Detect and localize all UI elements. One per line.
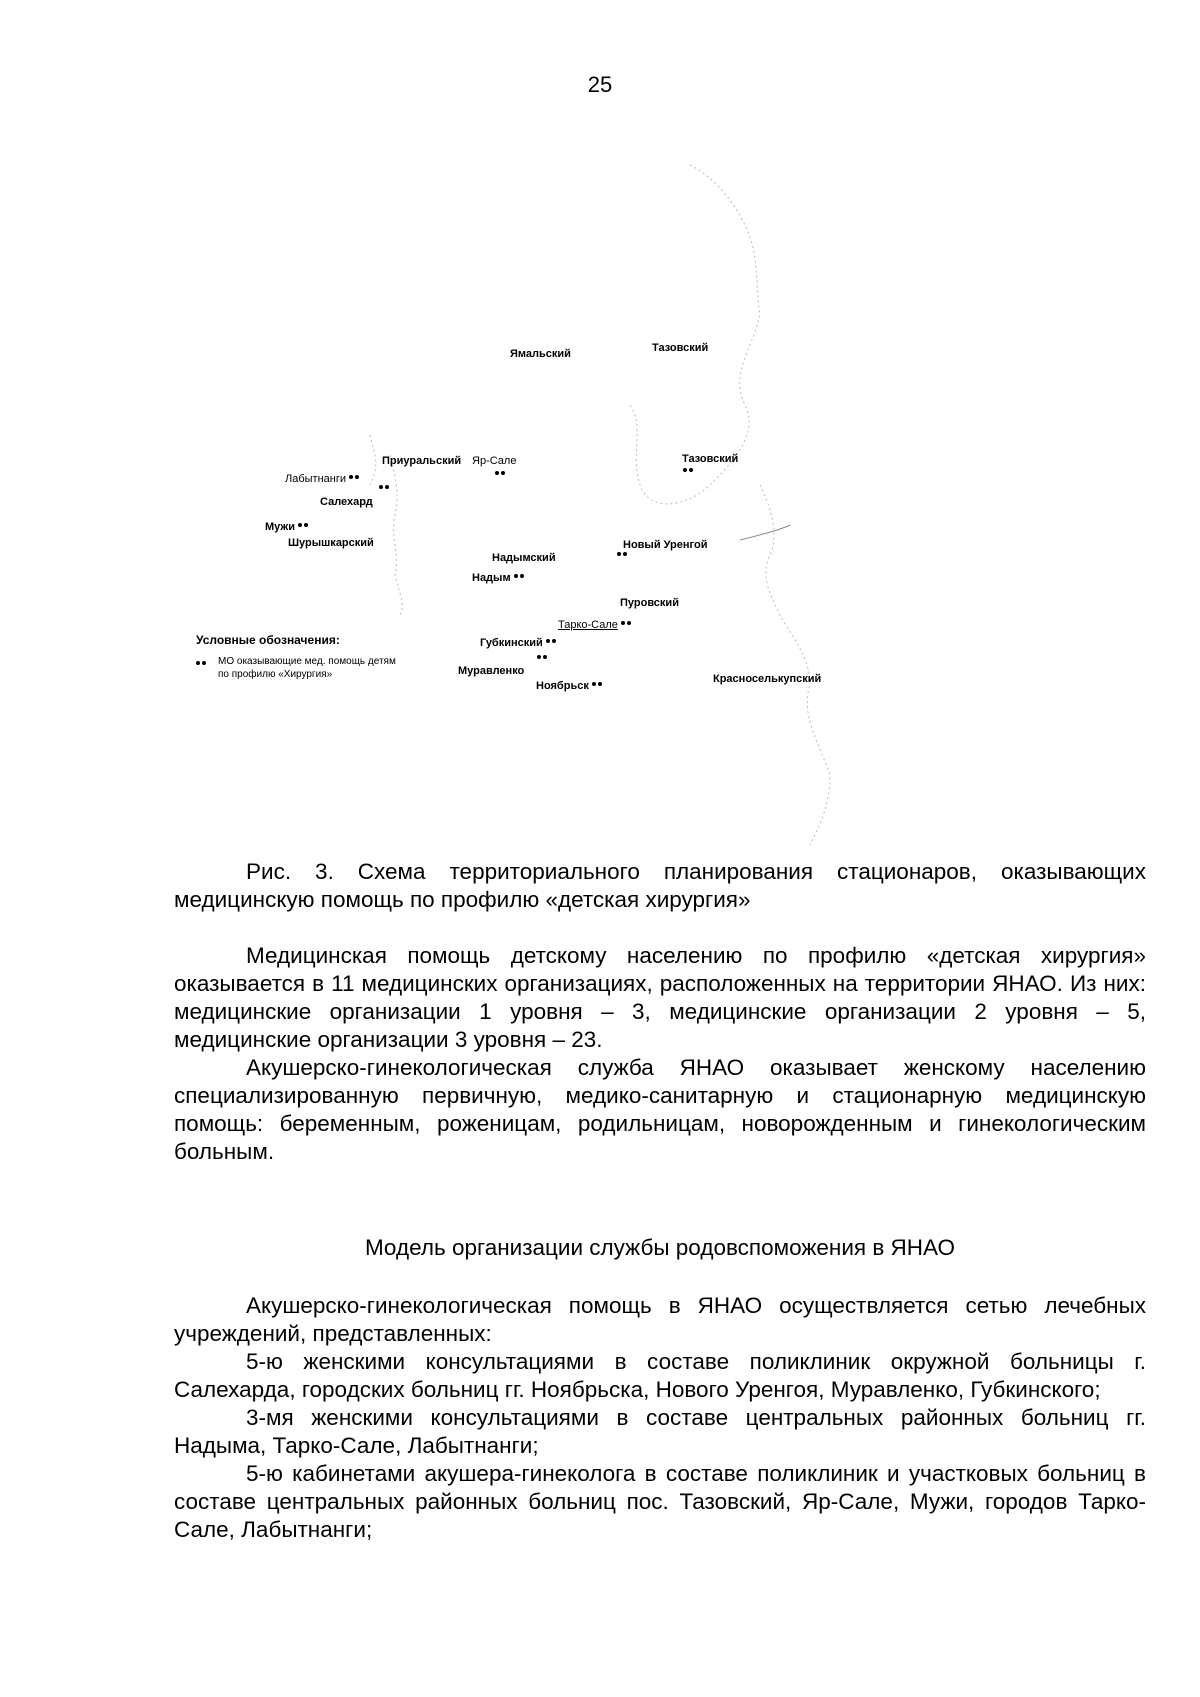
legend-text: МО оказывающие мед. помощь детям по профилю «Хирургия» xyxy=(218,656,396,680)
region-label: Красноселькупский xyxy=(713,673,822,685)
legend-item xyxy=(196,655,408,681)
city-salekhard: Салехард xyxy=(320,496,373,508)
city-muzhi: Мужи xyxy=(265,521,308,533)
hospital-marker-icon xyxy=(617,552,627,560)
paragraph: 3-мя женскими консультациями в составе центральных районных больниц гг. Надыма, Тарко-Сале, Лабытнанги; xyxy=(174,1405,1146,1458)
paragraph: Акушерско-гинекологическая служба ЯНАО оказывает женскому населению специализированную первичную, медико-санитарную и стационарную медицинскую помощь: беременным, роженицам, родильницам, новорожденным и гинекологическим больным. xyxy=(174,1055,1146,1164)
hospital-marker-icon xyxy=(537,655,547,663)
hospital-marker-icon xyxy=(196,661,206,669)
hospital-marker-icon xyxy=(621,621,631,629)
city-gubkinsky: Губкинский xyxy=(480,637,556,649)
caption-text: Рис. 3. Схема территориального планирования стационаров, оказывающих медицинскую помощь по профилю «детская хирургия» xyxy=(174,859,1146,912)
hospital-marker-icon xyxy=(592,682,602,690)
hospital-marker-icon xyxy=(495,471,505,479)
city-novy-urengoy: Новый Уренгой xyxy=(623,539,708,551)
region-label: Ямальский xyxy=(510,348,571,360)
paragraph: Медицинская помощь детскому населению по профилю «детская хирургия» оказывается в 11 медицинских организациях, расположенных на территории ЯНАО. Из них: медицинские организации 1 уровня – 3, медицинские организации 2 уровня – 5, медицинские организации 3 уровня – 23. xyxy=(174,943,1146,1052)
city-muravlenko: Муравленко xyxy=(458,665,525,677)
hospital-marker-icon xyxy=(298,523,308,531)
city-nadym: Надым xyxy=(472,572,524,584)
city-tarko-sale: Тарко-Сале xyxy=(558,619,631,631)
region-label: Шурышкарский xyxy=(288,537,374,549)
region-label: Надымский xyxy=(492,552,556,564)
region-label: Тазовский xyxy=(682,453,739,465)
city-yar-sale: Яр-Сале xyxy=(472,455,517,467)
region-label: Приуральский xyxy=(382,455,462,467)
paragraph: Акушерско-гинекологическая помощь в ЯНАО осуществляется сетью лечебных учреждений, представленных: xyxy=(174,1293,1146,1346)
hospital-marker-icon xyxy=(514,574,524,582)
figure-caption xyxy=(174,858,1146,914)
body-section-1 xyxy=(174,942,1146,1166)
hospital-marker-icon xyxy=(683,468,693,476)
paragraph: 5-ю женскими консультациями в составе поликлиник окружной больницы г. Салехарда, городских больниц гг. Ноябрьска, Нового Уренгоя, Муравленко, Губкинского; xyxy=(174,1349,1146,1402)
region-label: Тазовский xyxy=(652,342,709,354)
city-labytnangi: Лабытнанги xyxy=(285,473,359,485)
section-heading: Модель организации службы родовспоможения в ЯНАО xyxy=(364,1235,956,1260)
body-section-2 xyxy=(174,1292,1146,1544)
hospital-marker-icon xyxy=(546,639,556,647)
region-label: Пуровский xyxy=(620,597,679,609)
city-noyabrsk: Ноябрьск xyxy=(536,680,602,692)
hospital-marker-icon xyxy=(349,475,359,483)
hospital-marker-icon xyxy=(379,485,389,493)
territorial-map xyxy=(170,155,930,855)
map-outline xyxy=(170,155,930,855)
page-number: 25 xyxy=(587,72,613,97)
legend-title: Условные обозначения: xyxy=(196,633,340,647)
paragraph: 5-ю кабинетами акушера-гинеколога в составе поликлиник и участковых больниц в составе центральных районных больниц пос. Тазовский, Яр-Сале, Мужи, городов Тарко-Сале, Лабытнанги; xyxy=(174,1461,1146,1542)
